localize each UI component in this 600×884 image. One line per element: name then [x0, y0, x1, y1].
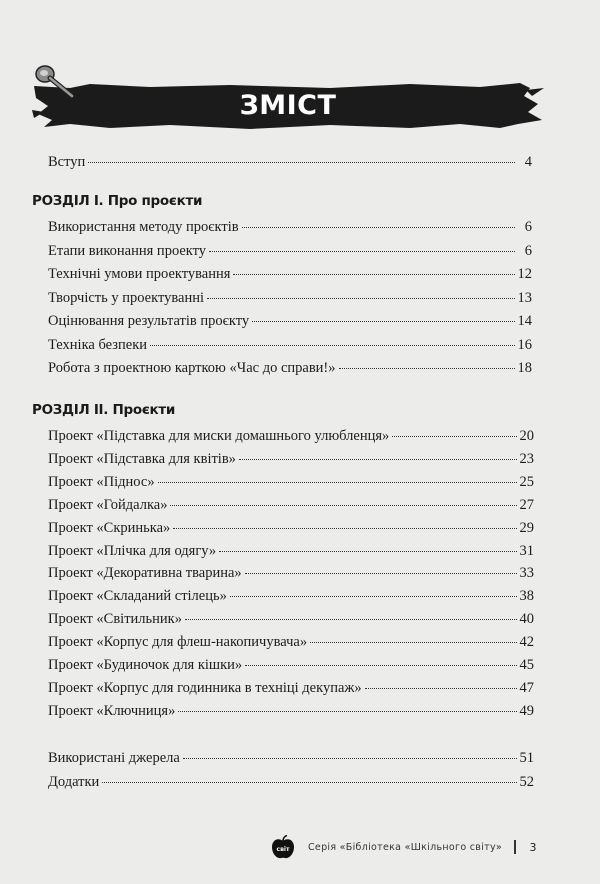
dot-leader	[219, 550, 516, 552]
dot-leader	[233, 273, 514, 275]
toc-entry-page: 13	[517, 289, 532, 306]
toc-entry[interactable]	[48, 451, 534, 471]
dot-leader	[365, 687, 517, 689]
toc-entry[interactable]	[48, 360, 532, 380]
toc-entry-title: Проект «Будиночок для кішки»	[48, 657, 243, 673]
toc-entry-page: 16	[517, 336, 532, 353]
toc-entry-title: Використані джерела	[48, 750, 180, 766]
toc-entry-title: Робота з проектною карткою «Час до справи!»	[48, 360, 336, 376]
toc-entry-page: 47	[519, 679, 534, 696]
toc-entry-page: 6	[524, 219, 532, 235]
title-banner	[30, 66, 546, 136]
toc-entry-page: 12	[517, 266, 532, 282]
toc-entry-title: Проект «Корпус для флеш-накопичувача»	[48, 634, 308, 651]
dot-leader	[183, 757, 517, 759]
toc-entry-title: Творчість у проектуванні	[48, 289, 204, 306]
series-name: Серія «Бібліотека «Шкільного світу»	[308, 841, 502, 853]
toc-entry-page: 27	[519, 496, 534, 513]
dot-leader	[158, 481, 517, 483]
dot-leader	[252, 320, 514, 322]
toc-entry-page: 23	[519, 450, 534, 467]
toc-entry-page: 33	[519, 565, 534, 582]
apple-logo-icon	[270, 834, 296, 860]
toc-entry-title: Техніка безпеки	[48, 336, 148, 353]
section-heading-2: РОЗДІЛ ІІ. Проєкти	[32, 402, 176, 418]
toc-entry[interactable]	[48, 290, 532, 310]
dot-leader	[178, 710, 516, 712]
toc-entry-page: 52	[519, 774, 534, 790]
dot-leader	[242, 226, 515, 228]
toc-entry[interactable]	[48, 565, 534, 585]
toc-entry-title: Використання методу проєктів	[48, 219, 239, 235]
toc-entry[interactable]	[48, 219, 532, 239]
dot-leader	[150, 344, 514, 346]
dot-leader	[209, 250, 515, 252]
toc-entry[interactable]	[48, 611, 534, 631]
dot-leader	[185, 618, 517, 620]
toc-entry-page: 29	[519, 519, 534, 536]
toc-entry-title: Проект «Декоративна тварина»	[48, 565, 242, 582]
dot-leader	[245, 664, 516, 666]
dot-leader	[392, 435, 516, 437]
page-footer	[270, 832, 537, 862]
toc-entry-title: Проект «Плічка для одягу»	[48, 542, 217, 559]
toc-entry-title: Проект «Гойдалка»	[48, 496, 168, 513]
toc-entry-title: Оцінювання результатів проєкту	[48, 313, 250, 329]
toc-entry[interactable]	[48, 266, 532, 286]
toc-entry[interactable]	[48, 520, 534, 540]
toc-entry-page: 45	[519, 657, 534, 673]
dot-leader	[207, 297, 515, 299]
toc-entry-page: 51	[519, 750, 534, 766]
toc-entry[interactable]	[48, 774, 534, 794]
toc-entry-title: Проект «Піднос»	[48, 473, 155, 490]
toc-entry[interactable]	[48, 243, 532, 263]
toc-entry-title: Технічні умови проектування	[48, 266, 231, 282]
toc-entry-title: Проект «Корпус для годинника в техніці декупаж»	[48, 679, 362, 696]
toc-entry[interactable]	[48, 428, 534, 448]
toc-entry-page: 42	[519, 634, 534, 651]
toc-entry-title: Проект «Скринька»	[48, 519, 171, 536]
toc-entry[interactable]	[48, 337, 532, 357]
toc-entry[interactable]	[48, 657, 534, 677]
toc-entry-page: 18	[517, 360, 532, 376]
footer-divider	[514, 840, 516, 854]
toc-entry-page: 38	[519, 588, 534, 605]
toc-entry-intro[interactable]	[48, 154, 532, 174]
toc-entry-title: Проект «Ключниця»	[48, 702, 176, 719]
toc-entry-title: Вступ	[48, 154, 86, 170]
toc-entry-title: Проект «Складаний стілець»	[48, 588, 227, 605]
toc-entry-page: 14	[517, 313, 532, 329]
toc-entry-page: 6	[524, 242, 532, 259]
toc-entry-page: 49	[519, 702, 534, 719]
toc-entry-title: Додатки	[48, 774, 100, 790]
toc-entry[interactable]	[48, 313, 532, 333]
dot-leader	[239, 458, 517, 460]
toc-entry[interactable]	[48, 634, 534, 654]
toc-entry-title: Етапи виконання проекту	[48, 242, 207, 259]
toc-entry[interactable]	[48, 474, 534, 494]
toc-entry[interactable]	[48, 750, 534, 770]
dot-leader	[102, 781, 516, 783]
dot-leader	[339, 367, 515, 369]
toc-entry[interactable]	[48, 497, 534, 517]
toc-entry[interactable]	[48, 680, 534, 700]
dot-leader	[310, 641, 516, 643]
toc-entry-page: 20	[519, 428, 534, 444]
section-heading-1: РОЗДІЛ І. Про проєкти	[32, 193, 203, 209]
logo-text: світ	[276, 846, 290, 853]
toc-entry-page: 40	[519, 611, 534, 628]
toc-entry[interactable]	[48, 703, 534, 723]
dot-leader	[88, 161, 515, 163]
dot-leader	[173, 527, 516, 529]
toc-entry-page: 25	[519, 473, 534, 490]
toc-entry[interactable]	[48, 588, 534, 608]
page-number: 3	[529, 840, 537, 854]
toc-entry-title: Проект «Підставка для миски домашнього улюбленця»	[48, 428, 390, 444]
toc-entry-title: Проект «Світильник»	[48, 611, 182, 628]
dot-leader	[230, 595, 517, 597]
toc-entry-page: 4	[524, 154, 532, 170]
toc-entry-page: 31	[519, 542, 534, 559]
dot-leader	[245, 572, 517, 574]
dot-leader	[170, 504, 516, 506]
page-title: ЗМІСТ	[239, 89, 337, 121]
toc-entry-title: Проект «Підставка для квітів»	[48, 450, 236, 467]
toc-entry[interactable]	[48, 543, 534, 563]
